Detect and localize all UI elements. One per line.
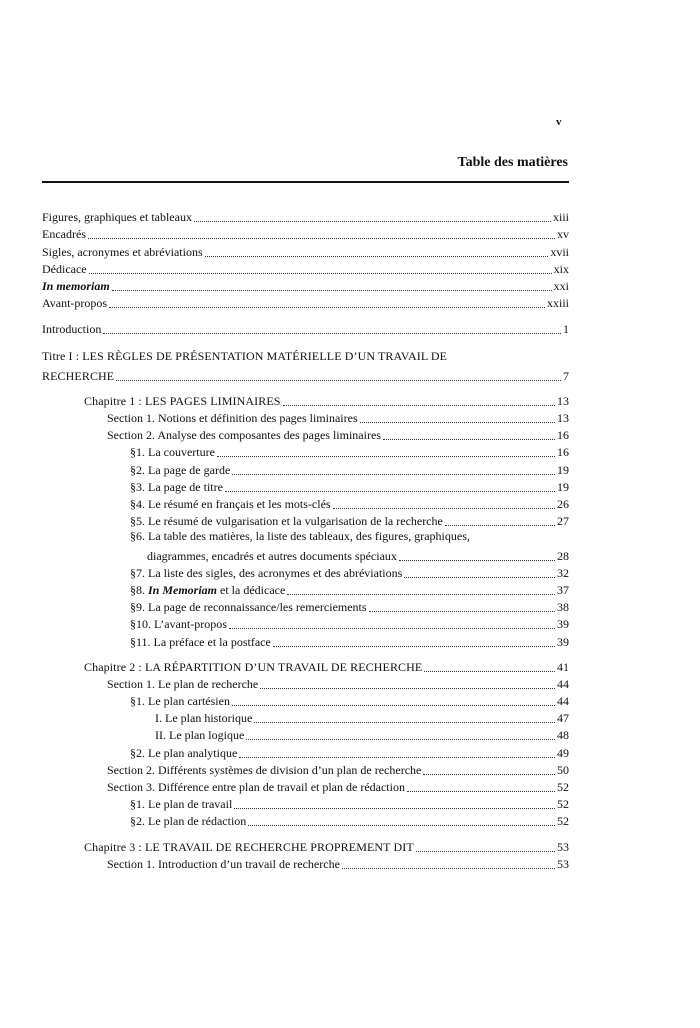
toc-paragraph[interactable]: §2. La page de garde 19 (130, 462, 569, 477)
toc-front-matter (42, 208, 569, 872)
page-number: v (556, 116, 562, 128)
toc-paragraph[interactable]: §6. La table des matières, la liste des tableaux, des figures, graphiques, diagrammes, encadrés et autres documents spéciaux 28 (130, 529, 569, 563)
toc-chapter-2[interactable]: Chapitre 2 : LA RÉPARTITION D’UN TRAVAIL DE RECHERCHE 41 (84, 659, 569, 674)
toc-paragraph[interactable]: §1. La couverture 16 (130, 445, 569, 460)
toc-paragraph[interactable]: §2. Le plan de rédaction 52 (130, 814, 569, 829)
title-rule (42, 181, 569, 183)
toc-paragraph[interactable]: §7. La liste des sigles, des acronymes et des abréviations 32 (130, 565, 569, 580)
toc-paragraph[interactable]: §1. Le plan cartésien 44 (130, 694, 569, 709)
toc-entry[interactable]: In memoriam xxi (42, 278, 569, 293)
toc-section[interactable]: Section 1. Le plan de recherche 44 (107, 676, 569, 691)
toc-paragraph[interactable]: §2. Le plan analytique 49 (130, 745, 569, 760)
toc-entry-introduction[interactable]: Introduction 1 (42, 322, 569, 337)
toc-entry[interactable]: Figures, graphiques et tableaux xiii (42, 210, 569, 225)
toc-paragraph[interactable]: §5. Le résumé de vulgarisation et la vulgarisation de la recherche 27 (130, 514, 569, 529)
toc-section[interactable]: Section 2. Différents systèmes de division d’un plan de recherche 50 (107, 762, 569, 777)
toc-paragraph[interactable]: §3. La page de titre 19 (130, 479, 569, 494)
toc-entry[interactable]: Encadrés xv (42, 227, 569, 242)
toc-section[interactable]: Section 1. Notions et définition des pages liminaires 13 (107, 411, 569, 426)
toc-subparagraph[interactable]: II. Le plan logique 48 (155, 728, 569, 743)
page-title: Table des matières (457, 155, 568, 170)
toc-paragraph[interactable]: §10. L’avant-propos 39 (130, 617, 569, 632)
toc-titre-1[interactable]: Titre I : LES RÈGLES DE PRÉSENTATION MATÉRIELLE D’UN TRAVAIL DE RECHERCHE 7 (42, 349, 569, 383)
toc-chapter-3[interactable]: Chapitre 3 : LE TRAVAIL DE RECHERCHE PROPREMENT DIT 53 (84, 839, 569, 854)
toc-section[interactable]: Section 3. Différence entre plan de travail et plan de rédaction 52 (107, 780, 569, 794)
toc-entry[interactable]: Dédicace xix (42, 261, 569, 276)
toc-entry[interactable]: Sigles, acronymes et abréviations xvii (42, 244, 569, 259)
toc-entry[interactable]: Avant-propos xxiii (42, 296, 569, 311)
toc-paragraph[interactable]: §11. La préface et la postface 39 (130, 634, 569, 649)
toc-section[interactable]: Section 2. Analyse des composantes des pages liminaires 16 (107, 428, 569, 443)
toc-paragraph[interactable]: §4. Le résumé en français et les mots-clés 26 (130, 497, 569, 511)
toc-paragraph[interactable]: §8. In Memoriam et la dédicace 37 (130, 582, 569, 597)
toc-paragraph[interactable]: §9. La page de reconnaissance/les remerciements 38 (130, 600, 569, 615)
toc-paragraph[interactable]: §1. Le plan de travail 52 (130, 797, 569, 812)
toc-section[interactable]: Section 1. Introduction d’un travail de recherche 53 (107, 856, 569, 871)
toc-chapter-1[interactable]: Chapitre 1 : LES PAGES LIMINAIRES 13 (84, 393, 569, 408)
toc-subparagraph[interactable]: I. Le plan historique 47 (155, 711, 569, 726)
